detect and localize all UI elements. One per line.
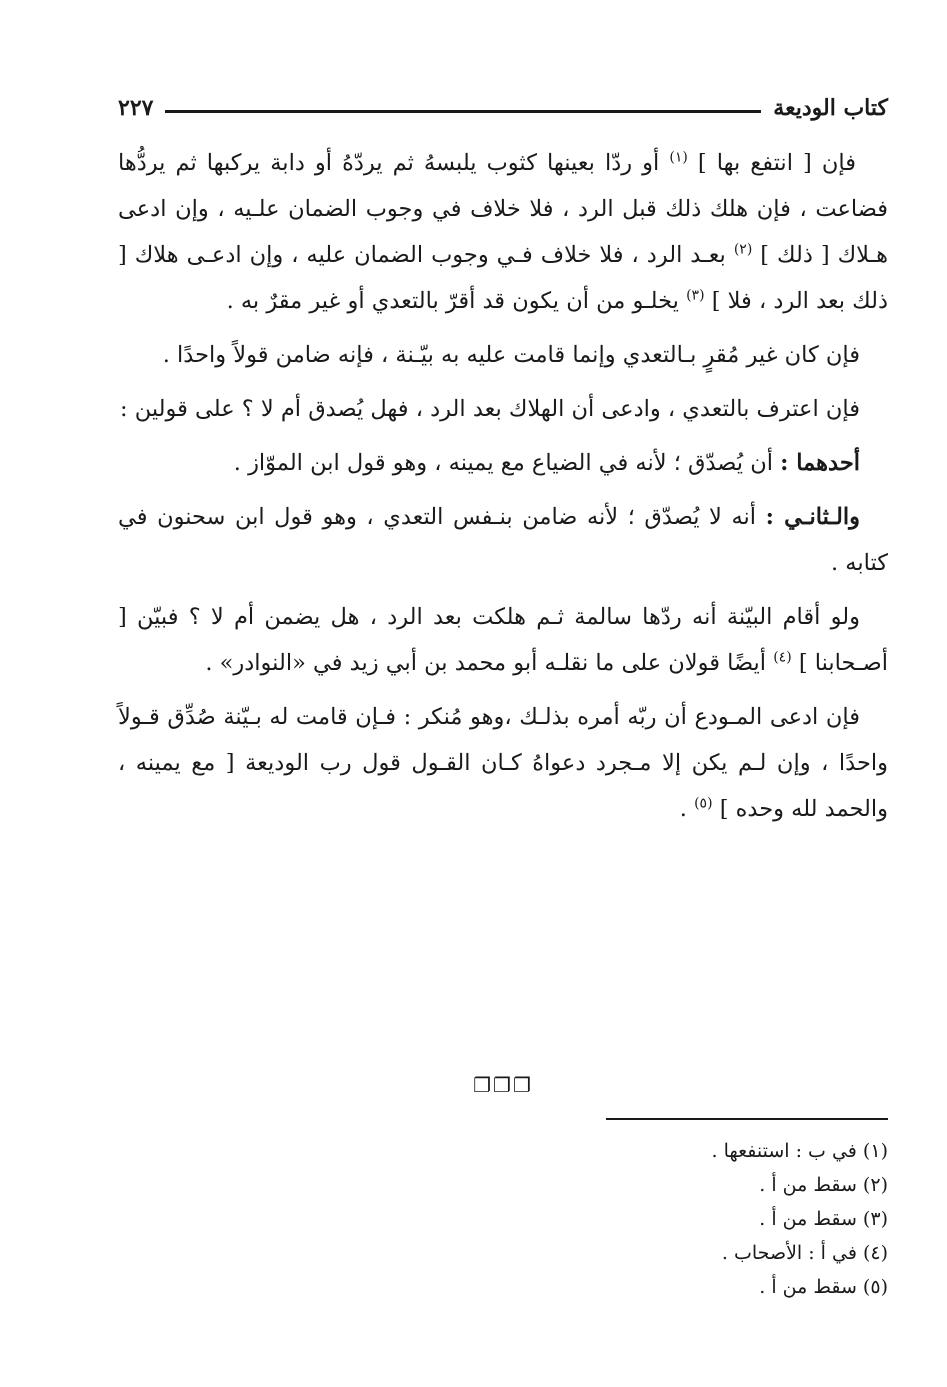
footnote-4: (٤) في أ : الأصحاب . (721, 1242, 888, 1264)
book-page (118, 88, 888, 1358)
footnote-ref-4: (٤) (773, 649, 792, 666)
footnotes (388, 1134, 888, 1304)
paragraph-1 (118, 140, 888, 324)
paragraph-lead: أحدهما : (780, 450, 860, 476)
paragraph-5 (118, 494, 888, 586)
footnote-separator (606, 1118, 888, 1120)
footnote-5: (٥) سقط من أ . (759, 1276, 888, 1298)
paragraph-text: أن يُصدّق ؛ لأنه في الضياع مع يمينه ، وهو قول ابن الموّاز . (233, 450, 773, 476)
section-end-ornament: ❐❐❐ (473, 1073, 533, 1097)
paragraph-text: يخلـو من أن يكون قد أقرّ بالتعدي أو غير مقرٌ به . (226, 288, 679, 314)
footnote-2: (٢) سقط من أ . (759, 1174, 888, 1196)
paragraph-text: . (679, 796, 687, 822)
paragraph-text: ولو أقام البيّنة أنه ردّها سالمة ثـم هلكت بعد الرد ، هل يضمن أم لا ؟ فبيّن [ أصـحابنا ] (118, 604, 888, 676)
footnote-3: (٣) سقط من أ . (759, 1208, 888, 1230)
paragraph-lead: والـثانـي : (765, 504, 860, 530)
main-text (118, 140, 888, 840)
footnote-ref-3: (٣) (686, 287, 705, 304)
paragraph-text: فإن ادعى المـودع أن ربّه أمره بذلـك ،وهو مُنكر : فـإن قامت له بـيّنة صُدِّق قـولاً واحدًا ، وإن لـم يكن إلا مـجرد دعواهُ كـان القـول قول رب الوديعة [ مع يمينه ، والحمد لله وحده ] (118, 704, 888, 822)
page-number: ٢٢٧ (118, 95, 154, 121)
footnote-ref-2: (٢) (733, 241, 753, 258)
paragraph-text: أيضًا قولان على ما نقلـه أبو محمد بن أبي زيد في «النوادر» . (205, 650, 767, 676)
footnote-1: (١) في ب : استنفعها . (711, 1140, 888, 1162)
footnote-ref-5: (٥) (694, 795, 713, 812)
paragraph-text: أو ردّا بعينها كثوب يلبسهُ ثم يردّهُ أو دابة يركبها ثم يردُّها فضاعت ، فإن هلك ذلك قبل الرد ، فلا خلاف في وجوب الضمان علـيه ، وإن ادعى هـلاك [ ذلك ] (118, 150, 889, 268)
paragraph-text: فإن [ انتفع بها ] (697, 150, 856, 176)
header-rule (165, 110, 761, 113)
paragraph-text: أنه لا يُصدّق ؛ لأنه ضامن بنـفس التعدي ، وهو قول ابن سحنون في كتابه . (118, 504, 888, 576)
paragraph-2: فإن كان غير مُقرٍ بـالتعدي وإنما قامت عليه به بيّـنة ، فإنه ضامن قولاً واحدًا . (162, 342, 860, 368)
paragraph-7 (118, 694, 888, 832)
paragraph-3: فإن اعترف بالتعدي ، وادعى أن الهلاك بعد الرد ، فهل يُصدق أم لا ؟ على قولين : (119, 396, 860, 422)
running-header (118, 88, 888, 128)
header-title: كتاب الوديعة (773, 95, 888, 121)
footnote-ref-1: (١) (669, 149, 688, 166)
paragraph-4 (118, 440, 888, 486)
paragraph-6 (118, 594, 888, 686)
paragraph-text: بعـد الرد ، فلا خلاف فـي وجوب الضمان عليه ، وإن ادعـى هلاك [ ذلك بعد الرد ، فلا ] (118, 242, 888, 314)
